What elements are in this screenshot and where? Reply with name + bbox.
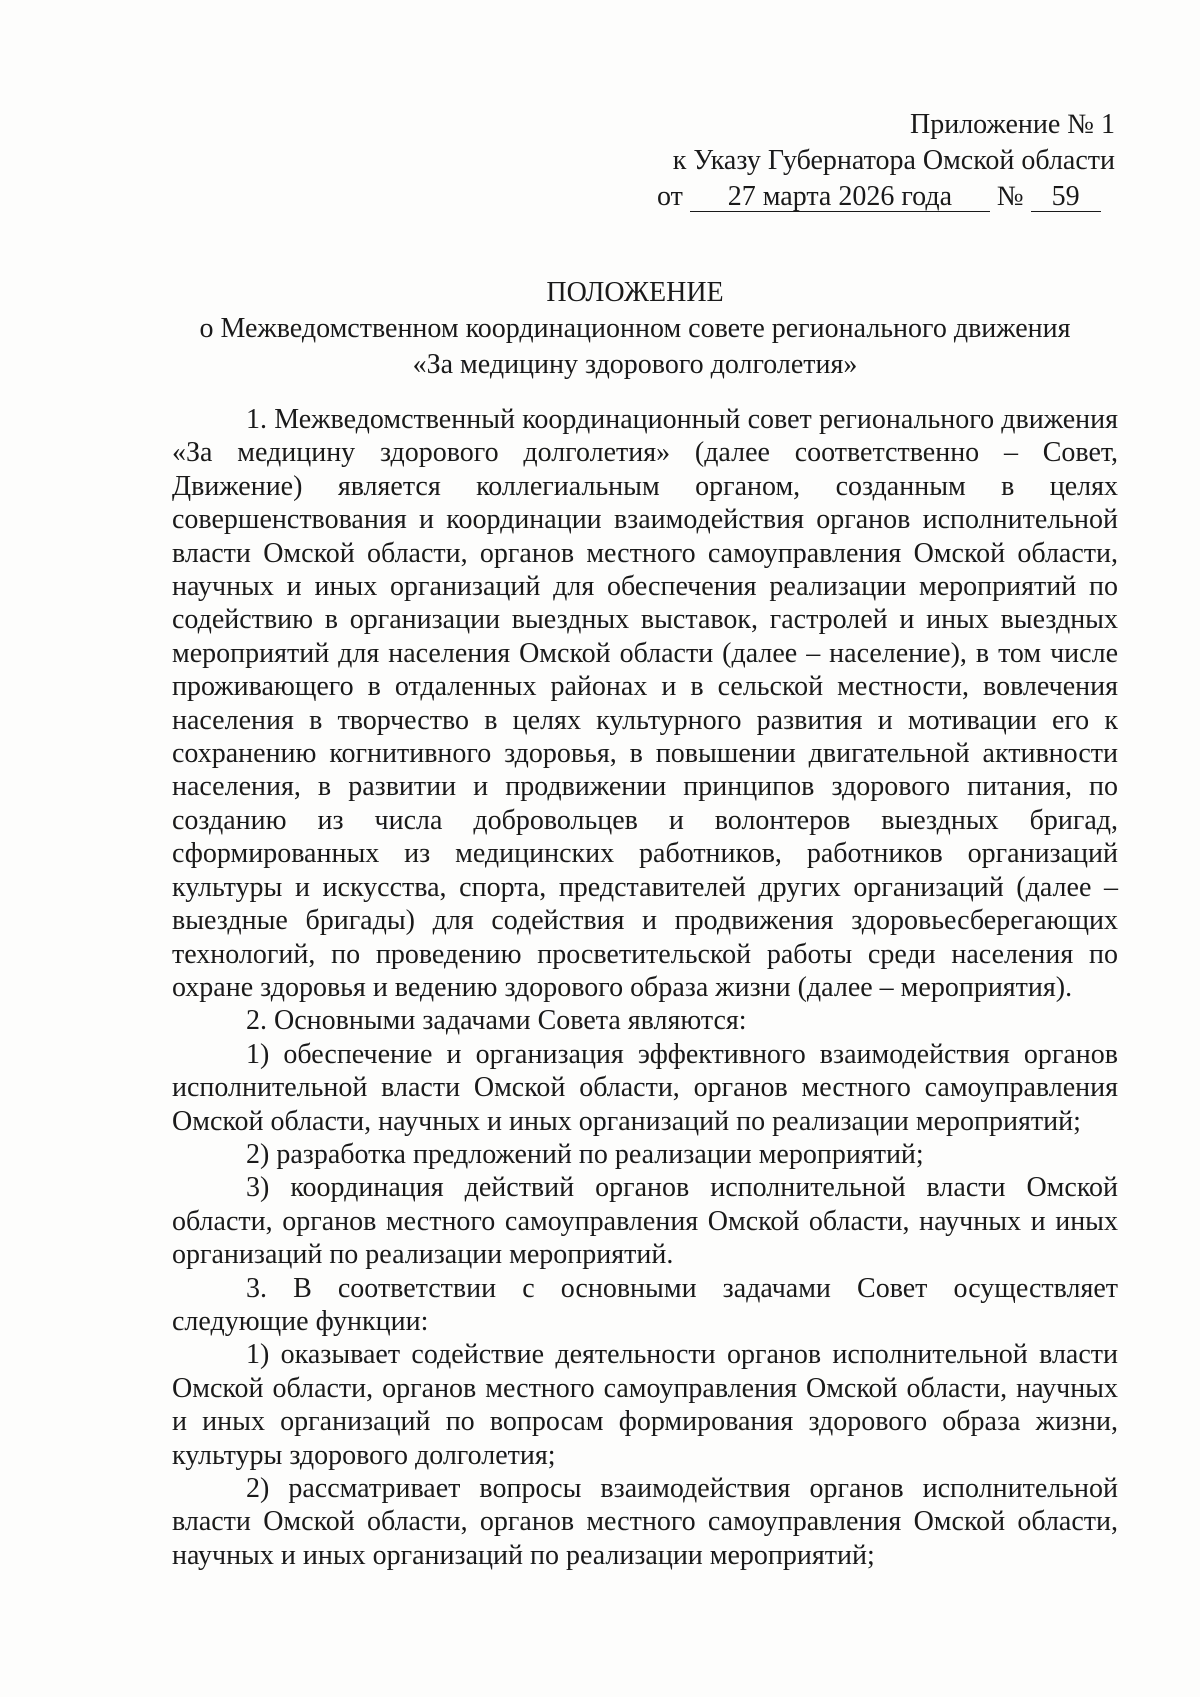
- appendix-number: Приложение № 1: [910, 109, 1115, 140]
- paragraph-2-item-1: 1) обеспечение и организация эффективного взаимодействия органов исполнительной власти Омской области, органов местного самоуправления Омской области, научных и иных организаций по реализации мероприятий;: [172, 1038, 1118, 1137]
- document-subtitle-line-2: «За медицину здорового долголетия»: [412, 349, 858, 380]
- document-subtitle-line-1: о Межведомственном координационном совете регионального движения: [199, 313, 1071, 344]
- paragraph-2-item-3: 3) координация действий органов исполнительной власти Омской области, органов местного самоуправления Омской области, научных и иных организаций по реализации мероприятий.: [172, 1172, 1118, 1271]
- decree-reference: к Указу Губернатора Омской области: [672, 145, 1115, 176]
- document-title: ПОЛОЖЕНИЕ: [546, 277, 724, 308]
- number-prefix: №: [996, 181, 1024, 212]
- paragraph-2: 2. Основными задачами Совета являются:: [246, 1005, 747, 1037]
- decree-date-line: [655, 179, 1115, 215]
- paragraph-2-item-2: 2) разработка предложений по реализации мероприятий;: [246, 1138, 924, 1170]
- paragraph-3-item-2: 2) рассматривает вопросы взаимодействия органов исполнительной власти Омской области, органов местного самоуправления Омской области, научных и иных организаций по реализации мероприятий;: [172, 1473, 1118, 1571]
- paragraph-1: 1. Межведомственный координационный совет регионального движения «За медицину здорового долголетия» (далее соответственно – Совет, Движение) является коллегиальным органом, созданным в целях совершенствования и координации взаимодействия органов исполнительной власти Омской области, органов местного самоуправления Омской области, научных и иных организаций для обеспечения реализации мероприятий по содействию в организации выездных выставок, гастролей и иных выездных мероприятий для населения Омской области (далее – население), в том числе проживающего в отдаленных районах и в сельской местности, вовлечения населения в творчество в целях культурного развития и мотивации его к сохранению когнитивного здоровья, в повышении двигательной активности населения, в развитии и продвижении принципов здорового питания, по созданию из числа добровольцев и волонтеров выездных бригад, сформированных из медицинских работников, работников организаций культуры и искусства, спорта, представителей других организаций (далее – выездные бригады) для содействия и продвижения здоровьесберегающих технологий, по проведению просветительской работы среди населения по охране здоровья и ведению здорового образа жизни (далее – мероприятия).: [172, 404, 1118, 1003]
- decree-date: 27 марта 2026 года: [690, 183, 990, 212]
- document-body: [172, 403, 1118, 1572]
- paragraph-3: 3. В соответствии с основными задачами Совет осуществляет следующие функции:: [172, 1272, 1118, 1337]
- document-title-block: [150, 275, 1120, 383]
- appendix-header: [655, 107, 1115, 215]
- date-prefix: от: [657, 181, 683, 212]
- decree-number: 59: [1031, 183, 1101, 212]
- paragraph-3-item-1: 1) оказывает содействие деятельности органов исполнительной власти Омской области, органов местного самоуправления Омской области, научных и иных организаций по вопросам формирования здорового образа жизни, культуры здорового долголетия;: [172, 1339, 1118, 1471]
